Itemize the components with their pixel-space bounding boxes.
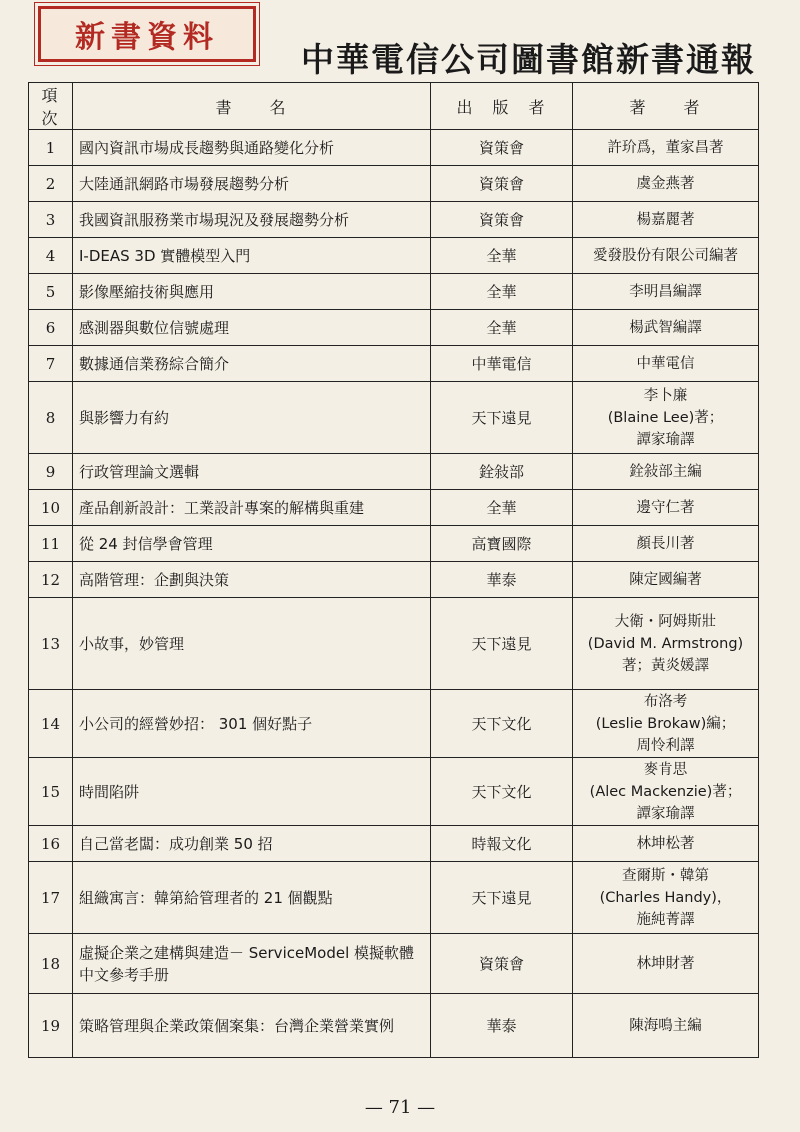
table-row	[29, 758, 759, 826]
book-title: 行政管理論文選輯	[73, 454, 431, 490]
author: 許玠爲，董家昌著	[573, 130, 759, 166]
book-title: 組織寓言：韓第給管理者的 21 個觀點	[73, 862, 431, 934]
row-number: 3	[29, 202, 73, 238]
publisher: 資策會	[431, 202, 573, 238]
table-row	[29, 862, 759, 934]
row-number: 18	[29, 934, 73, 994]
book-title: I-DEAS 3D 實體模型入門	[73, 238, 431, 274]
table-header-row	[29, 83, 759, 130]
table-row	[29, 934, 759, 994]
col-header-title: 書 名	[73, 83, 431, 130]
row-number: 8	[29, 382, 73, 454]
author: 陳定國編著	[573, 562, 759, 598]
author: 大衛・阿姆斯壯 (David M. Armstrong) 著；黃炎媛譯	[573, 598, 759, 690]
publisher: 全華	[431, 310, 573, 346]
table-row	[29, 238, 759, 274]
table-row	[29, 454, 759, 490]
row-number: 14	[29, 690, 73, 758]
publisher: 全華	[431, 238, 573, 274]
author: 虞金燕著	[573, 166, 759, 202]
table-row	[29, 690, 759, 758]
row-number: 6	[29, 310, 73, 346]
author: 林坤財著	[573, 934, 759, 994]
publisher: 天下遠見	[431, 598, 573, 690]
row-number: 4	[29, 238, 73, 274]
table-row	[29, 166, 759, 202]
table-row	[29, 202, 759, 238]
table-row	[29, 310, 759, 346]
publisher: 天下文化	[431, 758, 573, 826]
table-body	[29, 130, 759, 1058]
author: 愛發股份有限公司編著	[573, 238, 759, 274]
book-title: 從 24 封信學會管理	[73, 526, 431, 562]
author: 中華電信	[573, 346, 759, 382]
row-number: 7	[29, 346, 73, 382]
publisher: 中華電信	[431, 346, 573, 382]
publisher: 資策會	[431, 130, 573, 166]
author: 布洛考 (Leslie Brokaw)編； 周怜利譯	[573, 690, 759, 758]
author: 林坤松著	[573, 826, 759, 862]
publisher: 全華	[431, 274, 573, 310]
author: 銓敍部主編	[573, 454, 759, 490]
table-row	[29, 562, 759, 598]
author: 查爾斯・韓第 (Charles Handy)， 施純菁譯	[573, 862, 759, 934]
publisher: 全華	[431, 490, 573, 526]
new-books-table	[28, 82, 759, 1058]
book-title: 感測器與數位信號處理	[73, 310, 431, 346]
row-number: 9	[29, 454, 73, 490]
author: 李卜廉 (Blaine Lee)著； 譚家瑜譯	[573, 382, 759, 454]
book-title: 數據通信業務綜合簡介	[73, 346, 431, 382]
page-number: — 71 —	[364, 1097, 436, 1118]
publisher: 華泰	[431, 562, 573, 598]
table-row	[29, 274, 759, 310]
publisher: 天下文化	[431, 690, 573, 758]
row-number: 17	[29, 862, 73, 934]
row-number: 10	[29, 490, 73, 526]
book-title: 時間陷阱	[73, 758, 431, 826]
col-header-publisher: 出 版 者	[431, 83, 573, 130]
row-number: 11	[29, 526, 73, 562]
table-row	[29, 826, 759, 862]
table-row	[29, 598, 759, 690]
page-title: 中華電信公司圖書館新書通報	[301, 40, 756, 79]
table-row	[29, 382, 759, 454]
row-number: 13	[29, 598, 73, 690]
table-row	[29, 526, 759, 562]
row-number: 2	[29, 166, 73, 202]
book-title: 高階管理：企劃與決策	[73, 562, 431, 598]
publisher: 資策會	[431, 934, 573, 994]
publisher: 天下遠見	[431, 862, 573, 934]
table-row	[29, 346, 759, 382]
row-number: 5	[29, 274, 73, 310]
book-title: 產品創新設計：工業設計專案的解構與重建	[73, 490, 431, 526]
book-title: 小公司的經營妙招： 301 個好點子	[73, 690, 431, 758]
book-title: 影像壓縮技術與應用	[73, 274, 431, 310]
row-number: 19	[29, 994, 73, 1058]
section-badge-label: 新書資料	[75, 20, 219, 55]
book-title: 我國資訊服務業市場現況及發展趨勢分析	[73, 202, 431, 238]
publisher: 銓敍部	[431, 454, 573, 490]
row-number: 12	[29, 562, 73, 598]
author: 麥肯思 (Alec Mackenzie)著； 譚家瑜譯	[573, 758, 759, 826]
table-row	[29, 994, 759, 1058]
publisher: 時報文化	[431, 826, 573, 862]
publisher: 高寶國際	[431, 526, 573, 562]
book-title: 策略管理與企業政策個案集：台灣企業營業實例	[73, 994, 431, 1058]
col-header-author: 著 者	[573, 83, 759, 130]
table-row	[29, 490, 759, 526]
publisher: 資策會	[431, 166, 573, 202]
table-row	[29, 130, 759, 166]
book-title: 與影響力有約	[73, 382, 431, 454]
book-title: 虛擬企業之建構與建造－ ServiceModel 模擬軟體中文參考手册	[73, 934, 431, 994]
author: 楊嘉麗著	[573, 202, 759, 238]
row-number: 1	[29, 130, 73, 166]
author: 楊武智編譯	[573, 310, 759, 346]
row-number: 16	[29, 826, 73, 862]
book-title: 小故事，妙管理	[73, 598, 431, 690]
publisher: 天下遠見	[431, 382, 573, 454]
author: 李明昌編譯	[573, 274, 759, 310]
book-title: 大陸通訊網路市場發展趨勢分析	[73, 166, 431, 202]
book-title: 國內資訊市場成長趨勢與通路變化分析	[73, 130, 431, 166]
author: 陳海鳴主編	[573, 994, 759, 1058]
col-header-no: 項次	[29, 83, 73, 130]
author: 邊守仁著	[573, 490, 759, 526]
row-number: 15	[29, 758, 73, 826]
author: 顏長川著	[573, 526, 759, 562]
book-title: 自己當老闆：成功創業 50 招	[73, 826, 431, 862]
section-badge	[38, 6, 256, 62]
publisher: 華泰	[431, 994, 573, 1058]
